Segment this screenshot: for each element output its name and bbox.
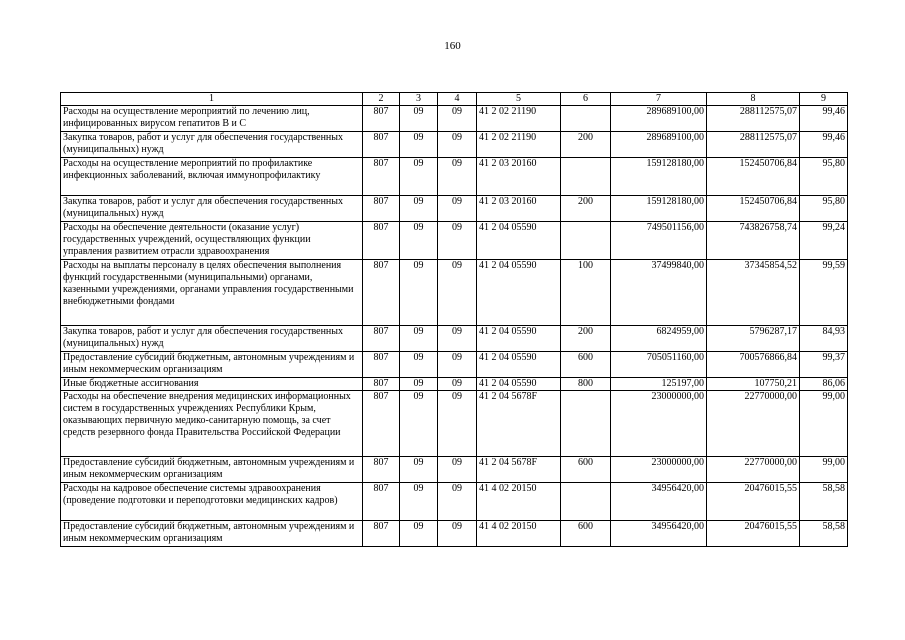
expense-type-cell: [561, 222, 611, 260]
section-cell: 09: [400, 391, 438, 457]
planned-amount-cell: 125197,00: [611, 378, 707, 391]
target-article-cell: 41 2 02 21190: [477, 132, 561, 158]
execution-percent-cell: 99,00: [800, 457, 848, 483]
planned-amount-cell: 34956420,00: [611, 483, 707, 521]
expense-type-cell: 200: [561, 132, 611, 158]
planned-amount-cell: 6824959,00: [611, 326, 707, 352]
column-header-3: 3: [400, 93, 438, 106]
ministry-code-cell: 807: [363, 106, 400, 132]
target-article-cell: 41 2 04 05590: [477, 352, 561, 378]
table-row: [61, 106, 848, 132]
target-article-cell: 41 4 02 20150: [477, 521, 561, 547]
expense-name-cell: Расходы на осуществление мероприятий по лечению лиц, инфицированных вирусом гепатитов В и С: [61, 106, 363, 132]
subsection-cell: 09: [438, 352, 477, 378]
execution-percent-cell: 99,00: [800, 391, 848, 457]
subsection-cell: 09: [438, 260, 477, 326]
expense-name-cell: Закупка товаров, работ и услуг для обеспечения государственных (муниципальных) нужд: [61, 326, 363, 352]
subsection-cell: 09: [438, 132, 477, 158]
column-header-1: 1: [61, 93, 363, 106]
expense-name-cell: Предоставление субсидий бюджетным, автономным учреждениям и иным некоммерческим организациям: [61, 352, 363, 378]
budget-table: [60, 92, 848, 547]
expense-type-cell: 200: [561, 326, 611, 352]
ministry-code-cell: 807: [363, 391, 400, 457]
table-body: [61, 106, 848, 547]
section-cell: 09: [400, 521, 438, 547]
expense-name-cell: Предоставление субсидий бюджетным, автономным учреждениям и иным некоммерческим организациям: [61, 521, 363, 547]
ministry-code-cell: 807: [363, 457, 400, 483]
table-row: [61, 222, 848, 260]
table-row: [61, 132, 848, 158]
executed-amount-cell: 743826758,74: [707, 222, 800, 260]
expense-name-cell: Иные бюджетные ассигнования: [61, 378, 363, 391]
expense-name-cell: Расходы на выплаты персоналу в целях обеспечения выполнения функций государственными (муниципальными) органами, казенными учреждениями, органами управления государственными внебюджетными фондами: [61, 260, 363, 326]
expense-name-cell: Закупка товаров, работ и услуг для обеспечения государственных (муниципальных) нужд: [61, 132, 363, 158]
column-header-2: 2: [363, 93, 400, 106]
subsection-cell: 09: [438, 106, 477, 132]
expense-name-cell: Закупка товаров, работ и услуг для обеспечения государственных (муниципальных) нужд: [61, 196, 363, 222]
execution-percent-cell: 99,24: [800, 222, 848, 260]
expense-type-cell: 200: [561, 196, 611, 222]
target-article-cell: 41 2 04 5678F: [477, 457, 561, 483]
planned-amount-cell: 159128180,00: [611, 158, 707, 196]
target-article-cell: 41 2 04 05590: [477, 326, 561, 352]
target-article-cell: 41 2 04 05590: [477, 222, 561, 260]
expense-type-cell: 100: [561, 260, 611, 326]
target-article-cell: 41 2 02 21190: [477, 106, 561, 132]
execution-percent-cell: 99,37: [800, 352, 848, 378]
ministry-code-cell: 807: [363, 378, 400, 391]
target-article-cell: 41 2 03 20160: [477, 196, 561, 222]
planned-amount-cell: 37499840,00: [611, 260, 707, 326]
ministry-code-cell: 807: [363, 132, 400, 158]
section-cell: 09: [400, 158, 438, 196]
section-cell: 09: [400, 457, 438, 483]
target-article-cell: 41 2 03 20160: [477, 158, 561, 196]
executed-amount-cell: 5796287,17: [707, 326, 800, 352]
page-number: 160: [444, 40, 461, 52]
subsection-cell: 09: [438, 457, 477, 483]
planned-amount-cell: 749501156,00: [611, 222, 707, 260]
executed-amount-cell: 22770000,00: [707, 391, 800, 457]
expense-name-cell: Предоставление субсидий бюджетным, автономным учреждениям и иным некоммерческим организациям: [61, 457, 363, 483]
expense-name-cell: Расходы на осуществление мероприятий по профилактике инфекционных заболеваний, включая иммунопрофилактику: [61, 158, 363, 196]
section-cell: 09: [400, 196, 438, 222]
planned-amount-cell: 159128180,00: [611, 196, 707, 222]
subsection-cell: 09: [438, 521, 477, 547]
execution-percent-cell: 84,93: [800, 326, 848, 352]
column-header-7: 7: [611, 93, 707, 106]
execution-percent-cell: 99,46: [800, 106, 848, 132]
planned-amount-cell: 23000000,00: [611, 391, 707, 457]
executed-amount-cell: 22770000,00: [707, 457, 800, 483]
column-header-8: 8: [707, 93, 800, 106]
table-row: [61, 483, 848, 521]
expense-name-cell: Расходы на кадровое обеспечение системы здравоохранения (проведение подготовки и переподготовки медицинских кадров): [61, 483, 363, 521]
ministry-code-cell: 807: [363, 260, 400, 326]
execution-percent-cell: 95,80: [800, 158, 848, 196]
executed-amount-cell: 152450706,84: [707, 196, 800, 222]
target-article-cell: 41 2 04 5678F: [477, 391, 561, 457]
expense-name-cell: Расходы на обеспечение внедрения медицинских информационных систем в государственных учреждениях Республики Крым, оказывающих первичную медико-санитарную помощь, за счет средств резервного фонда Правительства Российской Федерации: [61, 391, 363, 457]
section-cell: 09: [400, 132, 438, 158]
execution-percent-cell: 99,46: [800, 132, 848, 158]
section-cell: 09: [400, 222, 438, 260]
table-row: [61, 158, 848, 196]
expense-type-cell: 600: [561, 457, 611, 483]
section-cell: 09: [400, 352, 438, 378]
executed-amount-cell: 107750,21: [707, 378, 800, 391]
section-cell: 09: [400, 106, 438, 132]
subsection-cell: 09: [438, 326, 477, 352]
expense-type-cell: 800: [561, 378, 611, 391]
section-cell: 09: [400, 326, 438, 352]
table-header-row: [61, 93, 848, 106]
table-row: [61, 196, 848, 222]
table-row: [61, 521, 848, 547]
planned-amount-cell: 705051160,00: [611, 352, 707, 378]
executed-amount-cell: 288112575,07: [707, 106, 800, 132]
column-header-6: 6: [561, 93, 611, 106]
execution-percent-cell: 99,59: [800, 260, 848, 326]
planned-amount-cell: 34956420,00: [611, 521, 707, 547]
column-header-5: 5: [477, 93, 561, 106]
section-cell: 09: [400, 483, 438, 521]
execution-percent-cell: 58,58: [800, 521, 848, 547]
expense-type-cell: [561, 106, 611, 132]
table-row: [61, 326, 848, 352]
table-row: [61, 457, 848, 483]
expense-name-cell: Расходы на обеспечение деятельности (оказание услуг) государственных учреждений, осуществляющих функции управления развитием отрасли здравоохранения: [61, 222, 363, 260]
subsection-cell: 09: [438, 196, 477, 222]
execution-percent-cell: 58,58: [800, 483, 848, 521]
subsection-cell: 09: [438, 158, 477, 196]
executed-amount-cell: 20476015,55: [707, 521, 800, 547]
table-row: [61, 352, 848, 378]
ministry-code-cell: 807: [363, 158, 400, 196]
executed-amount-cell: 152450706,84: [707, 158, 800, 196]
subsection-cell: 09: [438, 378, 477, 391]
subsection-cell: 09: [438, 391, 477, 457]
ministry-code-cell: 807: [363, 483, 400, 521]
executed-amount-cell: 20476015,55: [707, 483, 800, 521]
planned-amount-cell: 23000000,00: [611, 457, 707, 483]
expense-type-cell: 600: [561, 352, 611, 378]
target-article-cell: 41 2 04 05590: [477, 378, 561, 391]
ministry-code-cell: 807: [363, 326, 400, 352]
ministry-code-cell: 807: [363, 521, 400, 547]
table-row: [61, 260, 848, 326]
expense-type-cell: 600: [561, 521, 611, 547]
table-row: [61, 378, 848, 391]
execution-percent-cell: 95,80: [800, 196, 848, 222]
table-row: [61, 391, 848, 457]
target-article-cell: 41 2 04 05590: [477, 260, 561, 326]
ministry-code-cell: 807: [363, 352, 400, 378]
expense-type-cell: [561, 483, 611, 521]
executed-amount-cell: 288112575,07: [707, 132, 800, 158]
subsection-cell: 09: [438, 483, 477, 521]
section-cell: 09: [400, 260, 438, 326]
column-header-9: 9: [800, 93, 848, 106]
expense-type-cell: [561, 158, 611, 196]
target-article-cell: 41 4 02 20150: [477, 483, 561, 521]
column-header-4: 4: [438, 93, 477, 106]
subsection-cell: 09: [438, 222, 477, 260]
planned-amount-cell: 289689100,00: [611, 106, 707, 132]
execution-percent-cell: 86,06: [800, 378, 848, 391]
planned-amount-cell: 289689100,00: [611, 132, 707, 158]
ministry-code-cell: 807: [363, 222, 400, 260]
section-cell: 09: [400, 378, 438, 391]
expense-type-cell: [561, 391, 611, 457]
executed-amount-cell: 37345854,52: [707, 260, 800, 326]
ministry-code-cell: 807: [363, 196, 400, 222]
executed-amount-cell: 700576866,84: [707, 352, 800, 378]
